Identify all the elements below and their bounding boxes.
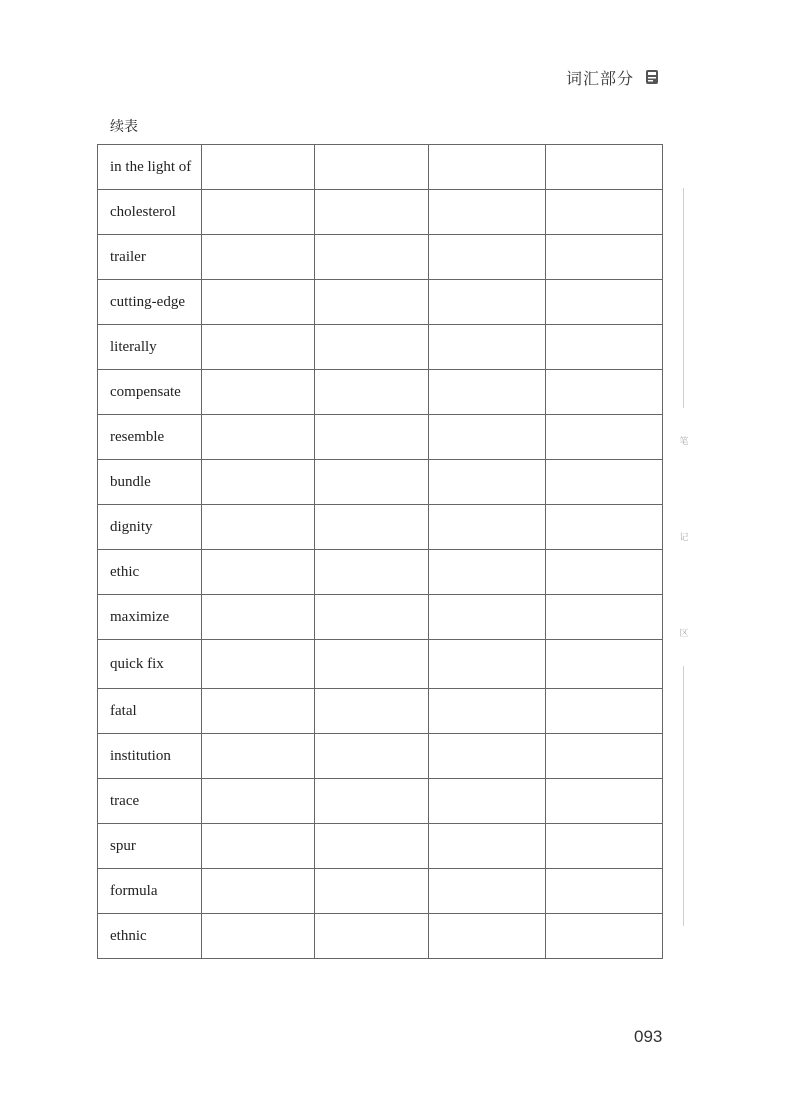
blank-answer-cell[interactable] — [202, 415, 315, 460]
blank-answer-cell[interactable] — [546, 415, 663, 460]
blank-answer-cell[interactable] — [429, 415, 546, 460]
section-title: 词汇部分 — [566, 69, 635, 88]
blank-answer-cell[interactable] — [429, 460, 546, 505]
blank-answer-cell[interactable] — [202, 460, 315, 505]
notes-area-char: 记 — [679, 533, 689, 543]
word-cell: cutting-edge — [98, 280, 202, 325]
blank-answer-cell[interactable] — [546, 145, 663, 190]
word-cell: formula — [98, 869, 202, 914]
book-icon — [645, 68, 659, 86]
blank-answer-cell[interactable] — [429, 779, 546, 824]
blank-answer-cell[interactable] — [546, 869, 663, 914]
table-row — [98, 370, 663, 415]
blank-answer-cell[interactable] — [202, 824, 315, 869]
table-row — [98, 325, 663, 370]
table-row — [98, 914, 663, 959]
table-row — [98, 689, 663, 734]
blank-answer-cell[interactable] — [202, 190, 315, 235]
blank-answer-cell[interactable] — [202, 869, 315, 914]
blank-answer-cell[interactable] — [315, 869, 429, 914]
blank-answer-cell[interactable] — [202, 325, 315, 370]
blank-answer-cell[interactable] — [202, 734, 315, 779]
blank-answer-cell[interactable] — [546, 689, 663, 734]
blank-answer-cell[interactable] — [315, 550, 429, 595]
blank-answer-cell[interactable] — [546, 914, 663, 959]
blank-answer-cell[interactable] — [315, 640, 429, 689]
blank-answer-cell[interactable] — [315, 190, 429, 235]
table-row — [98, 235, 663, 280]
blank-answer-cell[interactable] — [202, 689, 315, 734]
blank-answer-cell[interactable] — [315, 415, 429, 460]
word-cell: resemble — [98, 415, 202, 460]
blank-answer-cell[interactable] — [546, 595, 663, 640]
table-row — [98, 460, 663, 505]
table-row — [98, 550, 663, 595]
blank-answer-cell[interactable] — [202, 145, 315, 190]
notes-area-line-top — [683, 188, 684, 408]
blank-answer-cell[interactable] — [429, 235, 546, 280]
blank-answer-cell[interactable] — [202, 370, 315, 415]
blank-answer-cell[interactable] — [546, 779, 663, 824]
word-cell: ethnic — [98, 914, 202, 959]
blank-answer-cell[interactable] — [546, 550, 663, 595]
word-cell: trace — [98, 779, 202, 824]
table-row — [98, 415, 663, 460]
blank-answer-cell[interactable] — [315, 280, 429, 325]
blank-answer-cell[interactable] — [546, 370, 663, 415]
blank-answer-cell[interactable] — [315, 460, 429, 505]
blank-answer-cell[interactable] — [315, 145, 429, 190]
word-cell: ethic — [98, 550, 202, 595]
table-row — [98, 145, 663, 190]
blank-answer-cell[interactable] — [315, 235, 429, 280]
page-number: 093 — [634, 1027, 663, 1046]
blank-answer-cell[interactable] — [202, 505, 315, 550]
blank-answer-cell[interactable] — [546, 734, 663, 779]
blank-answer-cell[interactable] — [546, 280, 663, 325]
word-cell: bundle — [98, 460, 202, 505]
word-cell: fatal — [98, 689, 202, 734]
blank-answer-cell[interactable] — [315, 689, 429, 734]
vocabulary-table — [97, 144, 663, 959]
blank-answer-cell[interactable] — [315, 505, 429, 550]
blank-answer-cell[interactable] — [202, 595, 315, 640]
word-cell: trailer — [98, 235, 202, 280]
continued-label: 续表 — [110, 119, 138, 135]
blank-answer-cell[interactable] — [546, 824, 663, 869]
blank-answer-cell[interactable] — [202, 640, 315, 689]
blank-answer-cell[interactable] — [429, 640, 546, 689]
blank-answer-cell[interactable] — [429, 190, 546, 235]
blank-answer-cell[interactable] — [546, 640, 663, 689]
blank-answer-cell[interactable] — [202, 914, 315, 959]
blank-answer-cell[interactable] — [429, 824, 546, 869]
blank-answer-cell[interactable] — [429, 145, 546, 190]
table-row — [98, 280, 663, 325]
table-row — [98, 505, 663, 550]
table-row — [98, 824, 663, 869]
blank-answer-cell[interactable] — [202, 779, 315, 824]
table-row — [98, 869, 663, 914]
blank-answer-cell[interactable] — [429, 914, 546, 959]
table-row — [98, 779, 663, 824]
blank-answer-cell[interactable] — [315, 914, 429, 959]
blank-answer-cell[interactable] — [429, 325, 546, 370]
blank-answer-cell[interactable] — [429, 869, 546, 914]
blank-answer-cell[interactable] — [429, 689, 546, 734]
table-row — [98, 595, 663, 640]
blank-answer-cell[interactable] — [202, 235, 315, 280]
table-row — [98, 640, 663, 689]
blank-answer-cell[interactable] — [429, 280, 546, 325]
notes-area-line-bottom — [683, 666, 684, 926]
blank-answer-cell[interactable] — [429, 370, 546, 415]
notes-area-char: 笔 — [679, 437, 689, 447]
notes-area-char: 区 — [679, 629, 689, 639]
blank-answer-cell[interactable] — [546, 460, 663, 505]
blank-answer-cell[interactable] — [202, 550, 315, 595]
table-row — [98, 734, 663, 779]
blank-answer-cell[interactable] — [315, 595, 429, 640]
word-cell: in the light of — [98, 145, 202, 190]
blank-answer-cell[interactable] — [429, 550, 546, 595]
blank-answer-cell[interactable] — [546, 190, 663, 235]
blank-answer-cell[interactable] — [315, 779, 429, 824]
blank-answer-cell[interactable] — [429, 595, 546, 640]
word-cell: maximize — [98, 595, 202, 640]
word-cell: compensate — [98, 370, 202, 415]
blank-answer-cell[interactable] — [315, 824, 429, 869]
word-cell: literally — [98, 325, 202, 370]
blank-answer-cell[interactable] — [546, 505, 663, 550]
blank-answer-cell[interactable] — [202, 280, 315, 325]
word-cell: spur — [98, 824, 202, 869]
word-cell: quick fix — [98, 640, 202, 689]
word-cell: dignity — [98, 505, 202, 550]
word-cell: institution — [98, 734, 202, 779]
blank-answer-cell[interactable] — [546, 325, 663, 370]
blank-answer-cell[interactable] — [315, 325, 429, 370]
word-cell: cholesterol — [98, 190, 202, 235]
blank-answer-cell[interactable] — [429, 734, 546, 779]
blank-answer-cell[interactable] — [546, 235, 663, 280]
blank-answer-cell[interactable] — [429, 505, 546, 550]
blank-answer-cell[interactable] — [315, 370, 429, 415]
table-row — [98, 190, 663, 235]
blank-answer-cell[interactable] — [315, 734, 429, 779]
